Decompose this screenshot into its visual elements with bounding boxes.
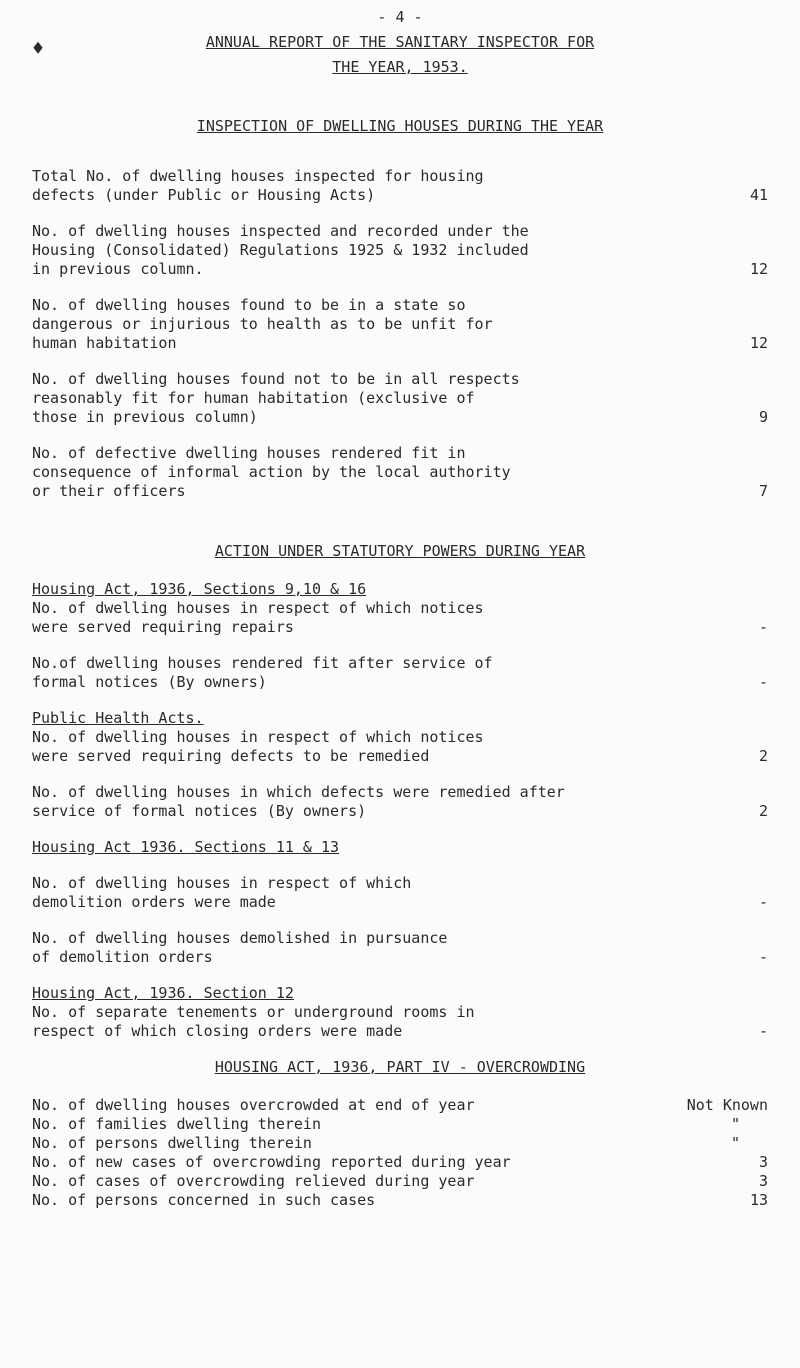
s3-item-6: No. of persons concerned in such cases [32,1191,376,1209]
s3-value-1: Not Known [686,1096,768,1114]
s2-sub2-value-1: 2 [758,747,768,765]
s3-item-5: No. of cases of overcrowding relieved during year [32,1172,475,1190]
s2-sub2-heading: Public Health Acts. [32,709,204,727]
s3-value-6: 13 [749,1191,768,1209]
section1-heading: INSPECTION OF DWELLING HOUSES DURING THE YEAR [196,117,604,135]
s2-sub1-heading: Housing Act, 1936, Sections 9,10 & 16 [32,580,367,598]
s2-sub3-value-1: - [758,893,768,911]
s1-value-5: 7 [758,482,768,500]
s1-item-1: Total No. of dwelling houses inspected for housing defects (under Public or Housing Acts) [32,167,484,204]
s1-item-3: No. of dwelling houses found to be in a state so dangerous or injurious to health as to be unfit for human habitation [32,296,493,352]
s2-sub4-value-1: - [758,1022,768,1040]
s2-sub2-item-1: No. of dwelling houses in respect of which notices were served requiring defects to be remedied [32,728,484,765]
s3-value-3: " [730,1134,740,1152]
s3-value-2: " [730,1115,740,1133]
report-title: ANNUAL REPORT OF THE SANITARY INSPECTOR FOR [205,33,595,51]
s2-sub4-heading: Housing Act, 1936. Section 12 [32,984,294,1002]
s1-value-1: 41 [749,186,768,204]
section2-heading: ACTION UNDER STATUTORY POWERS DURING YEAR [214,542,586,560]
s2-sub1-value-1: - [758,618,768,636]
s3-value-4: 3 [758,1153,768,1171]
s1-value-3: 12 [749,334,768,352]
page-number: - 4 - [377,8,423,26]
s3-value-5: 3 [758,1172,768,1190]
s2-sub4-item-1: No. of separate tenements or underground rooms in respect of which closing orders were made [32,1003,475,1040]
s3-item-3: No. of persons dwelling therein [32,1134,312,1152]
s2-sub3-item-2: No. of dwelling houses demolished in pursuance of demolition orders [32,929,448,966]
s2-sub2-item-2: No. of dwelling houses in which defects were remedied after service of formal notices (By owners) [32,783,565,820]
s2-sub1-value-2: - [758,673,768,691]
page-bullet-mark: ♦ [32,36,45,60]
s2-sub2-value-2: 2 [758,802,768,820]
s1-item-4: No. of dwelling houses found not to be in all respects reasonably fit for human habitation (exclusive of those in previous column) [32,370,520,426]
report-year: THE YEAR, 1953. [332,58,468,76]
s2-sub3-value-2: - [758,948,768,966]
s1-item-2: No. of dwelling houses inspected and recorded under the Housing (Consolidated) Regulations 1925 & 1932 included in previous column. [32,222,529,278]
s2-sub3-heading: Housing Act 1936. Sections 11 & 13 [32,838,340,856]
s3-item-4: No. of new cases of overcrowding reported during year [32,1153,511,1171]
s1-value-4: 9 [758,408,768,426]
s3-item-1: No. of dwelling houses overcrowded at end of year [32,1096,475,1114]
s3-item-2: No. of families dwelling therein [32,1115,321,1133]
s1-item-5: No. of defective dwelling houses rendered fit in consequence of informal action by the local authority or their officers [32,444,511,500]
section3-heading: HOUSING ACT, 1936, PART IV - OVERCROWDING [214,1058,586,1076]
s1-value-2: 12 [749,260,768,278]
s2-sub3-item-1: No. of dwelling houses in respect of which demolition orders were made [32,874,412,911]
s2-sub1-item-1: No. of dwelling houses in respect of which notices were served requiring repairs [32,599,484,636]
s2-sub1-item-2: No.of dwelling houses rendered fit after service of formal notices (By owners) [32,654,493,691]
